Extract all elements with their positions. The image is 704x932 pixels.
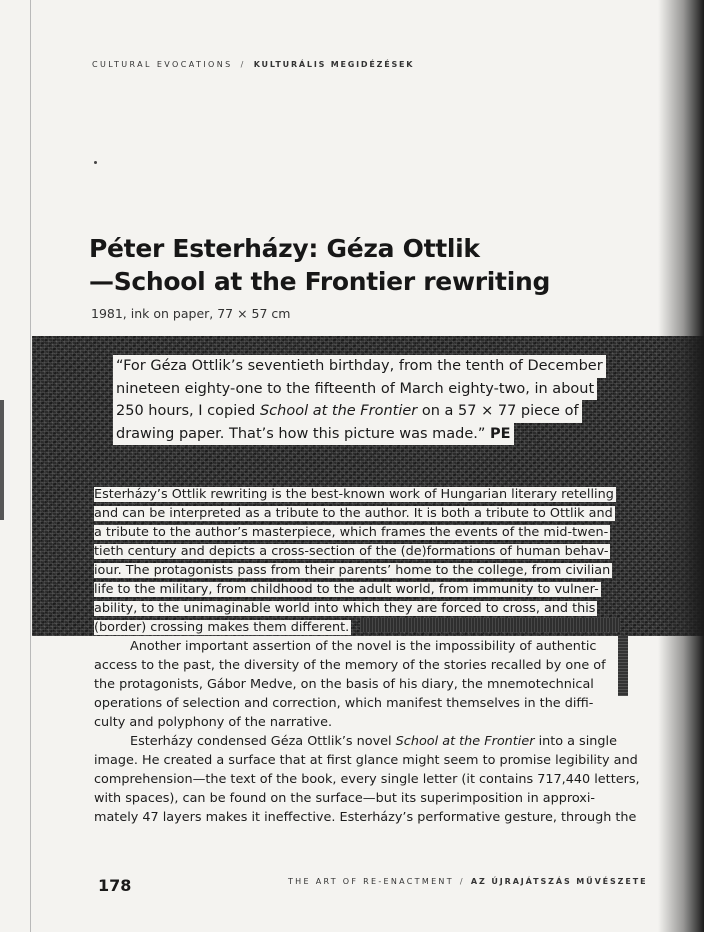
essay-body xyxy=(94,485,640,827)
page-gutter-line xyxy=(30,0,31,932)
page-number: 178 xyxy=(98,876,132,895)
footer-english: THE ART OF RE-ENACTMENT xyxy=(288,877,454,886)
header-english: CULTURAL EVOCATIONS xyxy=(92,60,233,69)
body-line: the protagonists, Gábor Medve, on the basis of his diary, the mnemotechnical xyxy=(94,677,594,692)
artist-quote xyxy=(113,355,625,445)
running-header xyxy=(92,60,414,69)
quote-line-3: 250 hours, I copied School at the Frontier on a 57 × 77 piece of xyxy=(113,400,582,423)
body-line: operations of selection and correction, which manifest themselves in the diffi- xyxy=(94,696,594,711)
body-line: and can be interpreted as a tribute to the author. It is both a tribute to Ottlik and xyxy=(94,506,613,521)
header-separator: / xyxy=(240,60,246,69)
running-footer xyxy=(288,877,647,886)
body-line: comprehension—the text of the book, every single letter (it contains 717,440 letters, xyxy=(94,772,640,787)
body-line: culty and polyphony of the narrative. xyxy=(94,715,333,730)
body-line: ability, to the unimaginable world into which they are forced to cross, and this xyxy=(94,601,596,616)
body-line: mately 47 layers makes it ineffective. Esterházy’s performative gesture, through the xyxy=(94,810,637,825)
body-line: Esterházy condensed Géza Ottlik’s novel School at the Frontier into a single xyxy=(130,734,617,749)
body-line: iour. The protagonists pass from their parents’ home to the college, from civilian xyxy=(94,563,611,578)
artwork-caption: 1981, ink on paper, 77 × 57 cm xyxy=(91,306,291,321)
page-edge-mark xyxy=(0,400,4,520)
title-line-1: Péter Esterházy: Géza Ottlik xyxy=(89,234,480,263)
body-line: Esterházy’s Ottlik rewriting is the best-known work of Hungarian literary retelling xyxy=(94,487,614,502)
bullet-dot xyxy=(94,161,97,164)
body-line: image. He created a surface that at first glance might seem to promise legibility and xyxy=(94,753,638,768)
artwork-title xyxy=(89,232,609,298)
quote-initials: PE xyxy=(490,425,511,442)
footer-separator: / xyxy=(459,877,465,886)
body-line: (border) crossing makes them different. xyxy=(94,620,350,635)
body-line: with spaces), can be found on the surface—but its superimposition in approxi- xyxy=(94,791,596,806)
title-line-2: —School at the Frontier rewriting xyxy=(89,267,551,296)
quote-line-2: nineteen eighty-one to the fifteenth of March eighty-two, in about xyxy=(113,378,597,401)
body-line: Another important assertion of the novel is the impossibility of authentic xyxy=(130,639,597,654)
body-line: life to the military, from childhood to the adult world, from immunity to vulner- xyxy=(94,582,599,597)
quote-book-title: School at the Frontier xyxy=(259,403,418,419)
quote-line-4: drawing paper. That’s how this picture was made.” PE xyxy=(113,423,514,446)
body-line: tieth century and depicts a cross-section of the (de)formations of human behav- xyxy=(94,544,609,559)
footer-hungarian: AZ ÚJRAJÁTSZÁS MŰVÉSZETE xyxy=(470,877,648,886)
body-line: access to the past, the diversity of the memory of the stories recalled by one of xyxy=(94,658,606,673)
book-spine-shadow xyxy=(658,0,704,932)
header-hungarian: KULTURÁLIS MEGIDÉZÉSEK xyxy=(253,60,415,69)
body-line: a tribute to the author’s masterpiece, which frames the events of the mid-twen- xyxy=(94,525,609,540)
quote-line-1: “For Géza Ottlik’s seventieth birthday, from the tenth of December xyxy=(113,355,606,378)
novel-title: School at the Frontier xyxy=(395,734,535,749)
